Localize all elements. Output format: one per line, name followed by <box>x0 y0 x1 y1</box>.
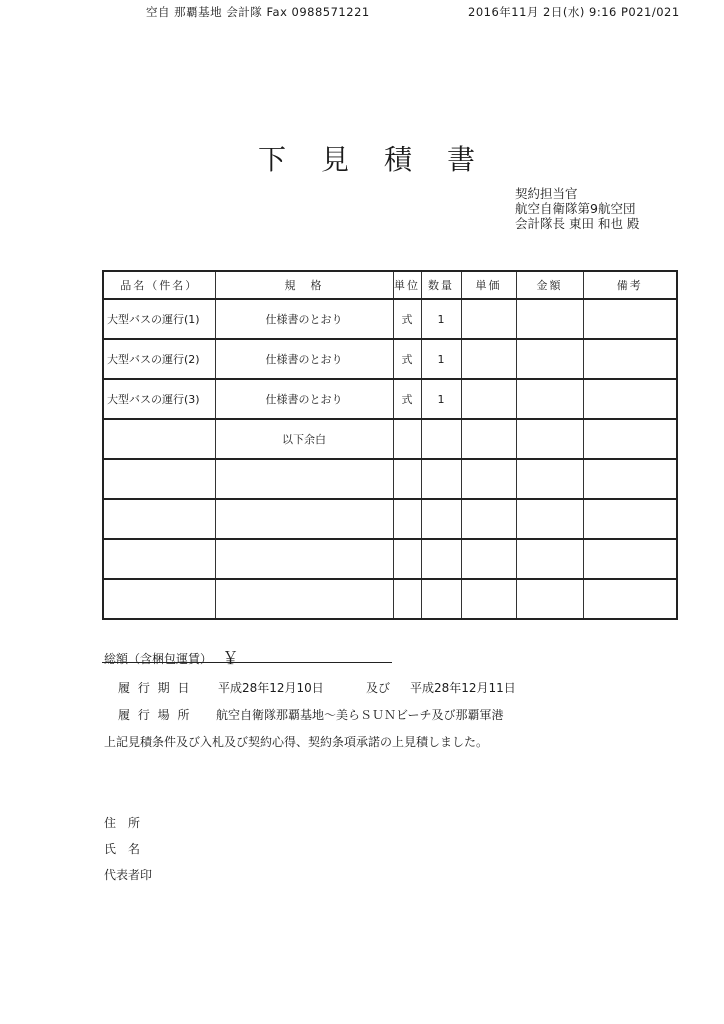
table-row <box>103 419 677 459</box>
total-underline <box>102 662 392 663</box>
estimate-table <box>102 270 678 620</box>
addressee-line2: 航空自衛隊第9航空団 <box>515 201 636 216</box>
table-row <box>103 299 677 339</box>
cell-qty: 1 <box>421 339 461 379</box>
cell-spec: 仕様書のとおり <box>215 299 393 339</box>
cell-unit <box>393 579 421 619</box>
cell-qty <box>421 579 461 619</box>
cell-amount <box>516 499 583 539</box>
cell-name <box>103 419 215 459</box>
document-title: 下見積書 <box>258 143 511 176</box>
performance-place-value: 航空自衛隊那覇基地～美らＳＵＮビーチ及び那覇軍港 <box>216 708 504 722</box>
cell-spec: 以下余白 <box>215 419 393 459</box>
signature-rep-label: 代表者印 <box>104 868 153 882</box>
cell-name <box>103 459 215 499</box>
cell-note <box>583 579 677 619</box>
cell-price <box>461 299 516 339</box>
cell-spec: 仕様書のとおり <box>215 339 393 379</box>
total-label: 総額（含梱包運賃） <box>104 652 213 666</box>
cell-unit <box>393 539 421 579</box>
cell-qty: 1 <box>421 379 461 419</box>
cell-name <box>103 499 215 539</box>
cell-price <box>461 419 516 459</box>
cell-name: 大型バスの運行(2) <box>103 339 215 379</box>
fax-header-timestamp: 2016年11月 2日(水) 9:16 P021/021 <box>468 5 680 19</box>
statement-text: 上記見積条件及び入札及び契約心得、契約条項承諾の上見積しました。 <box>104 735 489 749</box>
table-row <box>103 539 677 579</box>
cell-price <box>461 499 516 539</box>
cell-note <box>583 339 677 379</box>
cell-note <box>583 299 677 339</box>
cell-spec: 仕様書のとおり <box>215 379 393 419</box>
performance-date-2: 平成28年12月11日 <box>410 681 516 695</box>
cell-price <box>461 339 516 379</box>
total-currency: ￥ <box>222 649 239 669</box>
performance-date-1: 平成28年12月10日 <box>218 681 324 695</box>
cell-spec <box>215 539 393 579</box>
cell-amount <box>516 459 583 499</box>
cell-note <box>583 539 677 579</box>
table-row <box>103 499 677 539</box>
cell-amount <box>516 379 583 419</box>
cell-unit: 式 <box>393 299 421 339</box>
cell-unit: 式 <box>393 339 421 379</box>
cell-spec <box>215 499 393 539</box>
cell-spec <box>215 579 393 619</box>
header-amount: 金額 <box>516 271 583 299</box>
table-row <box>103 339 677 379</box>
cell-note <box>583 459 677 499</box>
cell-unit <box>393 419 421 459</box>
table-row <box>103 459 677 499</box>
cell-price <box>461 379 516 419</box>
cell-qty <box>421 459 461 499</box>
header-item-name: 品名（件名） <box>103 271 215 299</box>
cell-qty: 1 <box>421 299 461 339</box>
cell-unit: 式 <box>393 379 421 419</box>
cell-price <box>461 579 516 619</box>
cell-amount <box>516 339 583 379</box>
cell-amount <box>516 299 583 339</box>
performance-period-label: 履 行 期 日 <box>118 681 192 695</box>
cell-spec <box>215 459 393 499</box>
cell-name: 大型バスの運行(3) <box>103 379 215 419</box>
header-remarks: 備考 <box>583 271 677 299</box>
signature-address-label: 住 所 <box>104 816 141 830</box>
performance-date-conj: 及び <box>366 681 391 695</box>
header-unit: 単位 <box>393 271 421 299</box>
table-header-row <box>103 271 677 299</box>
performance-place-label: 履 行 場 所 <box>118 708 192 722</box>
addressee-line1: 契約担当官 <box>515 186 578 201</box>
cell-amount <box>516 539 583 579</box>
header-spec: 規 格 <box>215 271 393 299</box>
signature-name-label: 氏 名 <box>104 842 141 856</box>
cell-name: 大型バスの運行(1) <box>103 299 215 339</box>
cell-price <box>461 539 516 579</box>
header-unit-price: 単価 <box>461 271 516 299</box>
cell-name <box>103 579 215 619</box>
cell-note <box>583 499 677 539</box>
cell-amount <box>516 419 583 459</box>
cell-unit <box>393 499 421 539</box>
addressee-line3: 会計隊長 東田 和也 殿 <box>515 216 640 231</box>
cell-amount <box>516 579 583 619</box>
cell-unit <box>393 459 421 499</box>
header-quantity: 数量 <box>421 271 461 299</box>
cell-note <box>583 419 677 459</box>
cell-price <box>461 459 516 499</box>
table-row <box>103 379 677 419</box>
cell-qty <box>421 419 461 459</box>
cell-name <box>103 539 215 579</box>
cell-qty <box>421 499 461 539</box>
cell-note <box>583 379 677 419</box>
cell-qty <box>421 539 461 579</box>
fax-header-sender: 空自 那覇基地 会計隊 Fax 0988571221 <box>146 5 370 19</box>
table-row <box>103 579 677 619</box>
